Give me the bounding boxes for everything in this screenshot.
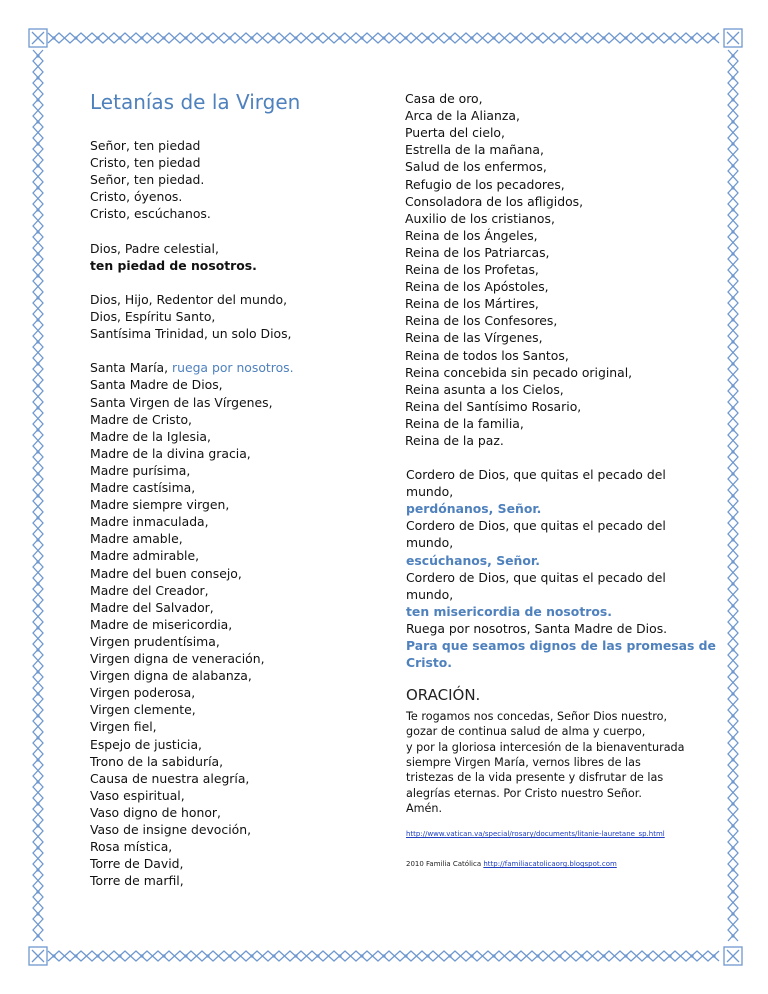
litany-line: Madre purísima, <box>90 462 191 478</box>
litany-line: Reina concebida sin pecado original, <box>405 364 633 380</box>
litany-line: Torre de marfil, <box>90 873 184 889</box>
litany-line: Torre de David, <box>90 856 184 872</box>
agnus-dei-line: perdónanos, Señor. <box>406 501 542 517</box>
litany-line: Vaso digno de honor, <box>90 804 221 820</box>
litany-line: Virgen digna de alabanza, <box>90 668 252 684</box>
litany-line: ten piedad de nosotros. <box>90 257 257 273</box>
litany-line-santa-maria <box>90 359 294 376</box>
agnus-dei-line: mundo, <box>406 535 454 551</box>
agnus-dei-line: Cordero de Dios, que quitas el pecado del <box>406 467 666 482</box>
litany-line: Auxilio de los cristianos, <box>405 210 555 226</box>
litany-line: Reina de la familia, <box>405 415 524 431</box>
prayer-line: alegrías eternas. Por Cristo nuestro Señor. <box>406 786 642 800</box>
litany-line: Consoladora de los afligidos, <box>405 193 584 209</box>
litany-line: Reina de los Patriarcas, <box>405 244 550 260</box>
response: ruega por nosotros. <box>172 360 294 376</box>
litany-line: Puerta del cielo, <box>405 125 505 141</box>
litany-line: Madre castísima, <box>90 480 196 495</box>
litany-line: Santa Madre de Dios, <box>90 377 223 393</box>
litany-line: Madre inmaculada, <box>90 514 209 530</box>
prayer-heading: ORACIÓN. <box>406 686 481 704</box>
prayer-line: siempre Virgen María, vernos libres de las <box>406 755 641 769</box>
litany-line: Virgen poderosa, <box>90 685 196 701</box>
litany-line: Madre de la Iglesia, <box>90 428 211 444</box>
prayer-line: y por la gloriosa intercesión de la bienaventurada <box>406 740 685 754</box>
prayer-line: Amén. <box>406 801 443 815</box>
agnus-dei-line: Ruega por nosotros, Santa Madre de Dios. <box>406 620 668 636</box>
litany-line: Reina de los Profetas, <box>405 262 539 277</box>
litany-line: Madre amable, <box>90 531 183 547</box>
litany-line: Madre del Salvador, <box>90 599 214 615</box>
agnus-dei-line: Cordero de Dios, que quitas el pecado del <box>406 518 666 534</box>
litany-line: Trono de la sabiduría, <box>90 753 224 769</box>
litany-line: Dios, Hijo, Redentor del mundo, <box>90 291 288 307</box>
litany-line: Espejo de justicia, <box>90 736 202 752</box>
litany-line: Santa Virgen de las Vírgenes, <box>90 394 273 410</box>
prayer-line: tristezas de la vida presente y disfrutar de las <box>406 771 664 785</box>
litany-line: Reina de los Apóstoles, <box>405 279 549 295</box>
litany-line: Refugio de los pecadores, <box>405 176 565 192</box>
litany-line: Madre de la divina gracia, <box>90 445 251 461</box>
footer-text: 2010 Familia Católica <box>406 860 484 868</box>
agnus-dei-line: ten misericordia de nosotros. <box>406 603 612 619</box>
agnus-dei-line: Cordero de Dios, que quitas el pecado del <box>406 569 666 585</box>
litany-line: Madre de Cristo, <box>90 411 192 427</box>
litany-line: Salud de los enfermos, <box>405 159 547 175</box>
litany-line: Reina de los Confesores, <box>405 313 558 329</box>
invocation: Santa María, <box>90 360 172 376</box>
agnus-dei-line: escúchanos, Señor. <box>406 552 540 568</box>
agnus-dei-line: Para que seamos dignos de las promesas de <box>406 638 716 653</box>
litany-line: Virgen fiel, <box>90 719 157 735</box>
litany-line: Madre del Creador, <box>90 582 209 598</box>
footer <box>406 860 617 868</box>
litany-line: Causa de nuestra alegría, <box>90 770 250 786</box>
litany-line: Madre de misericordia, <box>90 616 233 632</box>
litany-line: Cristo, ten piedad <box>90 155 201 171</box>
litany-line: Madre del buen consejo, <box>90 565 242 581</box>
litany-line: Virgen digna de veneración, <box>90 651 265 666</box>
litany-line: Rosa mística, <box>90 839 173 855</box>
litany-line: Vaso espiritual, <box>90 787 185 803</box>
litany-line: Dios, Padre celestial, <box>90 240 219 256</box>
litany-line: Dios, Espíritu Santo, <box>90 309 216 324</box>
litany-line: Reina del Santísimo Rosario, <box>405 398 582 414</box>
litany-line: Reina de las Vírgenes, <box>405 330 543 346</box>
litany-line: Reina de la paz. <box>405 433 504 448</box>
litany-line: Vaso de insigne devoción, <box>90 822 252 837</box>
litany-line: Estrella de la mañana, <box>405 142 544 158</box>
agnus-dei-line: Cristo. <box>406 655 452 671</box>
litany-line: Señor, ten piedad. <box>90 172 205 188</box>
litany-line: Señor, ten piedad <box>90 138 201 153</box>
litany-line: Madre admirable, <box>90 548 200 564</box>
footer-link[interactable]: http://familiacatolicaorg.blogspot.com <box>483 860 617 868</box>
agnus-dei-line: mundo, <box>406 484 454 500</box>
litany-line: Virgen clemente, <box>90 702 196 718</box>
litany-line: Reina de todos los Santos, <box>405 347 569 363</box>
page-title: Letanías de la Virgen <box>90 90 301 114</box>
litany-line: Reina de los Mártires, <box>405 296 539 312</box>
litany-line: Santísima Trinidad, un solo Dios, <box>90 326 292 342</box>
litany-line: Reina de los Ángeles, <box>405 227 538 243</box>
litany-line: Arca de la Alianza, <box>405 108 520 124</box>
prayer-line: Te rogamos nos concedas, Señor Dios nuestro, <box>406 710 668 723</box>
litany-line: Cristo, óyenos. <box>90 189 183 205</box>
litany-line: Cristo, escúchanos. <box>90 206 211 222</box>
litany-line: Madre siempre virgen, <box>90 497 230 513</box>
litany-line: Casa de oro, <box>405 91 483 106</box>
source-link[interactable]: http://www.vatican.va/special/rosary/documents/litanie-lauretane_sp.html <box>406 830 665 838</box>
litany-line: Virgen prudentísima, <box>90 633 220 649</box>
agnus-dei-line: mundo, <box>406 586 454 602</box>
prayer-line: gozar de continua salud de alma y cuerpo, <box>406 725 646 739</box>
litany-line: Reina asunta a los Cielos, <box>405 381 564 397</box>
